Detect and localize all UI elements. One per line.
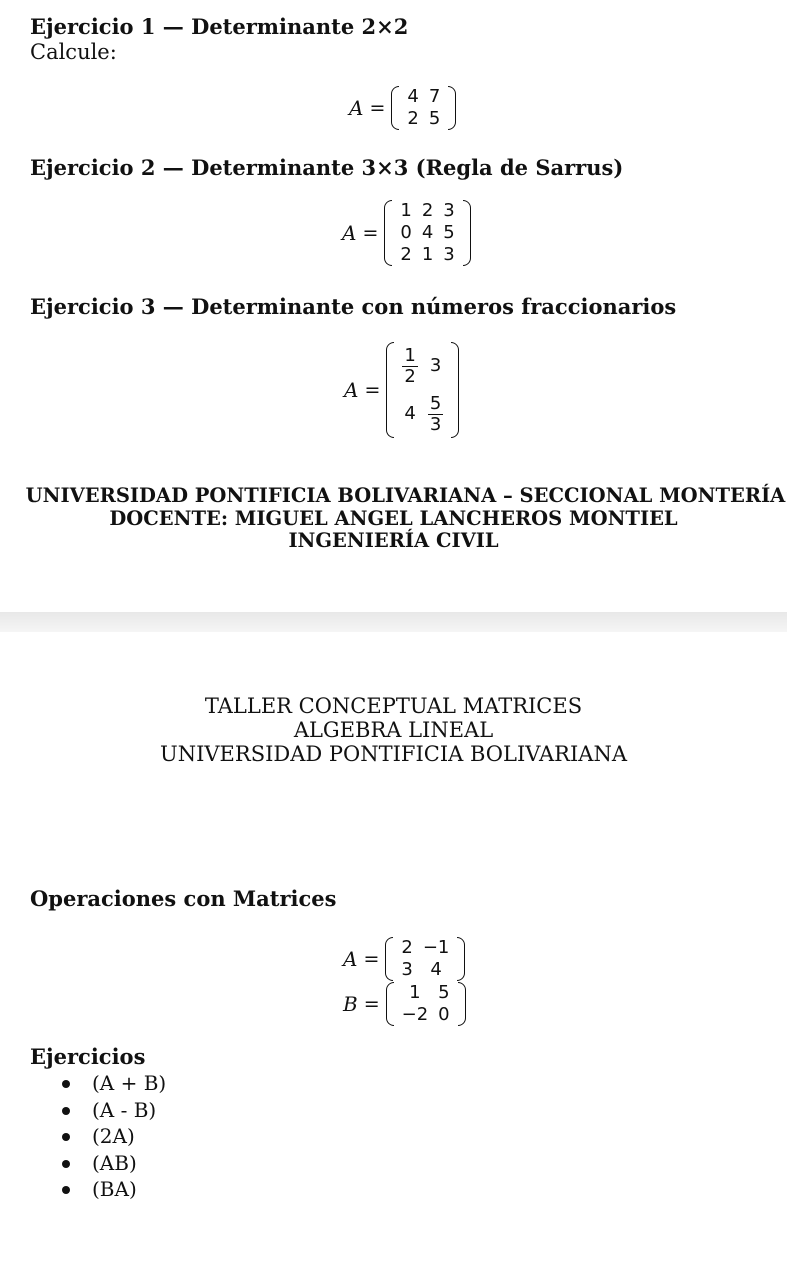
exercise-1-title: Ejercicio 1 — Determinante 2×2 [30,14,409,39]
exercise-3-title: Ejercicio 3 — Determinante con números fraccionarios [30,294,677,319]
matrix-name: B [343,992,358,1016]
right-parenthesis [457,937,465,981]
bullet-icon [62,1107,70,1115]
matrix-entries [394,342,451,438]
matrix-cell: 3 [443,244,455,265]
matrix-a-equation [343,937,465,981]
header-course: ALGEBRA LINEAL [293,718,494,742]
matrix-cell: 3 [401,959,413,980]
matrix-cell: 3 [429,355,442,376]
matrix-cell: 1 [409,982,421,1003]
equals-sign: = [369,97,386,119]
matrix-name: A [349,96,364,120]
exercise-2-title: Ejercicio 2 — Determinante 3×3 (Regla de Sarrus) [30,155,624,180]
matrix-cell: 7 [428,86,441,107]
list-item [62,1123,166,1150]
bullet-icon [62,1133,70,1141]
page-separator [0,612,787,632]
list-item [62,1176,166,1203]
exercise-1-prompt: Calcule: [30,40,117,64]
matrix [386,342,459,438]
matrix-name: A [344,378,359,402]
matrix-cell [397,342,422,390]
equals-sign: = [364,379,381,401]
exercise-1-equation [349,86,456,130]
matrix-cell: 4 [421,222,434,243]
numerator: 5 [429,392,442,414]
matrix-cell: 3 [443,200,455,221]
matrix [384,200,470,266]
matrix-entries [394,982,458,1026]
exercises-list [62,1070,166,1203]
document-page-1 [0,0,787,612]
left-parenthesis [391,86,399,130]
right-parenthesis [458,982,466,1026]
right-parenthesis [448,86,456,130]
left-parenthesis [385,937,393,981]
footer-teacher: DOCENTE: MIGUEL ANGEL LANCHEROS MONTIEL [109,507,678,530]
numerator: 1 [404,344,416,366]
exercise-label: (A + B) [92,1071,167,1095]
matrix-cell: 2 [407,108,419,129]
list-item [62,1097,166,1124]
matrix-entries [399,86,448,130]
matrix [386,982,466,1026]
exercise-label: (BA) [92,1177,137,1201]
equals-sign: = [363,948,380,970]
operations-title: Operaciones con Matrices [30,886,337,911]
right-parenthesis [463,200,471,266]
matrix-entries [393,937,457,981]
header-university: UNIVERSIDAD PONTIFICIA BOLIVARIANA [160,742,627,766]
exercise-2-equation [342,200,471,266]
matrix [385,937,465,981]
matrix-name: A [343,947,358,971]
matrix-cell: 2 [401,937,413,958]
matrix-cell: 5 [438,982,450,1003]
matrix-cell: −1 [422,937,450,958]
matrix-cell: 4 [430,959,442,980]
matrix-cell: 1 [400,200,412,221]
exercises-title: Ejercicios [30,1044,146,1069]
equals-sign: = [362,222,379,244]
matrix-cell: 1 [421,244,434,265]
matrix-b-equation [343,982,466,1026]
matrix-entries [392,200,462,266]
exercise-label: (A - B) [92,1097,157,1122]
equals-sign: = [363,993,380,1015]
bullet-icon [62,1160,70,1168]
exercise-label: (2A) [92,1124,135,1148]
right-parenthesis [451,342,459,438]
fraction [402,346,417,387]
matrix-cell: 2 [421,200,434,221]
left-parenthesis [386,342,394,438]
matrix-cell: 4 [404,403,416,424]
fraction [428,394,443,435]
denominator: 3 [429,413,442,435]
matrix-cell: −2 [401,1004,429,1025]
list-item [62,1070,166,1097]
matrix-cell: 4 [407,86,419,107]
footer-program: INGENIERÍA CIVIL [288,529,499,552]
footer-university: UNIVERSIDAD PONTIFICIA BOLIVARIANA – SECCIONAL MONTERÍA [25,484,786,507]
matrix-cell: 0 [438,1004,450,1025]
matrix-cell: 0 [400,222,412,243]
matrix-cell [423,390,448,438]
matrix-cell: 2 [400,244,412,265]
matrix-cell: 5 [443,222,455,243]
header-workshop: TALLER CONCEPTUAL MATRICES [204,694,583,718]
left-parenthesis [384,200,392,266]
exercise-3-equation [344,342,459,438]
list-item [62,1150,166,1177]
matrix [391,86,456,130]
document-page-2 [0,632,787,1285]
left-parenthesis [386,982,394,1026]
matrix-cell: 5 [428,108,441,129]
matrix-name: A [342,221,357,245]
denominator: 2 [404,365,416,387]
bullet-icon [62,1186,70,1194]
exercise-label: (AB) [92,1150,137,1175]
bullet-icon [62,1080,70,1088]
